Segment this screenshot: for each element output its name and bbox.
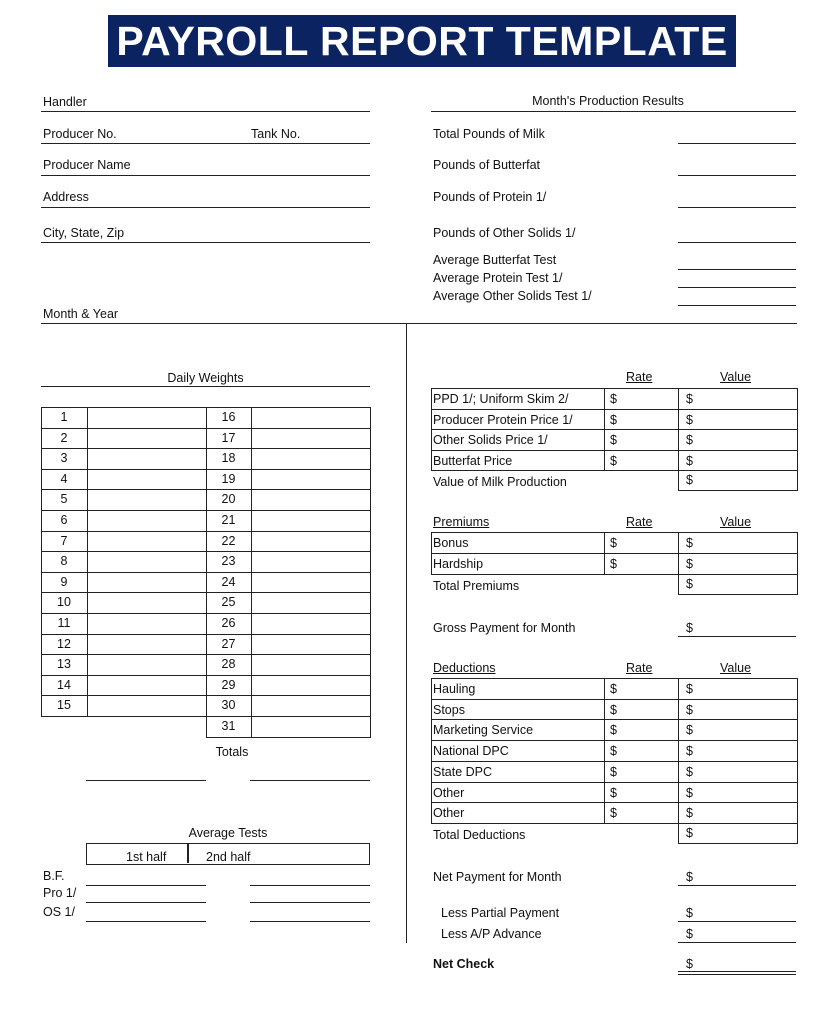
day-number: 29 [221,677,236,692]
totals-label: Totals [215,745,249,759]
day-weight-field[interactable] [253,635,369,654]
day-number: 9 [60,574,68,589]
total-pounds-milk-label: Total Pounds of Milk [433,127,545,141]
day-number: 28 [221,657,236,672]
day-number: 30 [221,698,236,713]
avg-butterfat-label: Average Butterfat Test [433,253,557,267]
value-dollar[interactable]: $ [686,785,693,800]
city-state-zip-label: City, State, Zip [43,226,125,240]
pounds-butterfat-label: Pounds of Butterfat [433,158,541,172]
deductions-row-label: National DPC [433,744,509,759]
day-weight-field[interactable] [253,552,369,571]
day-number: 20 [221,492,236,507]
daily-weights-heading: Daily Weights [167,371,244,385]
dollar-sign: $ [686,473,693,487]
day-number: 3 [60,451,68,466]
dollar-sign: $ [686,577,693,591]
day-number: 4 [60,471,68,486]
less-ap-dollar: $ [686,927,693,941]
pro-first-field[interactable] [86,902,206,903]
day-number: 26 [221,616,236,630]
first-half-label: 1st half [126,850,167,864]
day-weight-field[interactable] [253,449,369,468]
pounds-other-solids-label: Pounds of Other Solids 1/ [433,226,576,240]
deductions-row-label: Other [433,806,465,821]
day-number: 8 [60,554,68,569]
deductions-row-label: Stops [433,702,465,717]
pricing-row-label: Other Solids Price 1/ [433,433,548,448]
rate-dollar[interactable]: $ [610,764,617,779]
value-dollar[interactable]: $ [686,557,693,571]
totals-left-field[interactable] [86,780,206,781]
average-tests-header-divider [187,843,189,863]
day-number: 14 [57,677,71,692]
day-number: 27 [221,636,236,651]
pounds-protein-field[interactable] [678,207,796,208]
day-weight-field[interactable] [89,408,205,427]
pricing-row-rule [431,409,798,410]
premiums-row-label: Hardship [433,557,484,571]
address-field[interactable] [41,207,370,208]
total-deductions-cell[interactable] [678,823,798,844]
net-check-dollar: $ [686,957,693,971]
avg-protein-field[interactable] [678,287,796,288]
day-weight-field[interactable] [253,429,369,448]
rate-dollar[interactable]: $ [610,702,617,717]
pro-label: Pro 1/ [43,886,77,900]
net-payment-dollar: $ [686,870,693,884]
day-weight-field[interactable] [89,552,205,571]
avg-other-solids-field[interactable] [678,305,796,306]
rate-dollar[interactable]: $ [610,412,617,427]
deductions-row-label: State DPC [433,764,493,779]
second-half-label: 2nd half [206,850,251,864]
daily-weights-rule [41,386,370,387]
total-deductions-label: Total Deductions [433,828,526,842]
page-title: PAYROLL REPORT TEMPLATE [108,15,736,67]
net-check-label: Net Check [433,957,495,971]
deductions-row-label: Other [433,785,465,800]
value-of-milk-cell[interactable] [678,470,798,491]
day-number: 12 [57,636,71,651]
value-dollar[interactable]: $ [686,806,693,821]
value-dollar[interactable]: $ [686,702,693,717]
bf-first-field[interactable] [86,885,206,886]
value-dollar[interactable]: $ [686,412,693,427]
day-weight-field[interactable] [89,655,205,674]
day-number: 5 [60,492,68,507]
os-second-field[interactable] [250,921,370,922]
rate-header: Rate [626,370,653,384]
rate-dollar[interactable]: $ [610,433,617,448]
day-weight-field[interactable] [89,470,205,489]
day-weight-field[interactable] [89,635,205,654]
rate-dollar[interactable]: $ [610,682,617,696]
day-number: 15 [57,698,71,713]
day-weight-field[interactable] [253,696,369,715]
deductions-row-rule [431,782,798,783]
day-weight-field[interactable] [89,593,205,612]
producer-no-field[interactable] [41,143,370,144]
day-weight-field[interactable] [253,676,369,695]
day-number: 6 [60,513,68,527]
day-number: 19 [221,471,236,486]
premiums-value-header: Value [720,515,752,529]
city-state-zip-field[interactable] [41,242,370,243]
premiums-heading: Premiums [433,515,490,529]
gross-payment-dollar: $ [686,621,693,635]
deductions-value-header: Value [720,661,752,675]
deductions-row-rule [431,761,798,762]
column-divider [406,323,407,943]
net-payment-field[interactable] [678,885,796,886]
day-weight-field[interactable] [253,614,369,633]
deductions-heading: Deductions [433,661,496,675]
less-partial-label: Less Partial Payment [441,906,560,920]
net-check-double-rule [678,974,796,975]
day-weight-field[interactable] [253,490,369,509]
pounds-protein-label: Pounds of Protein 1/ [433,190,547,204]
avg-butterfat-field[interactable] [678,269,796,270]
deductions-row-rule [431,719,798,720]
production-heading: Month's Production Results [532,94,684,108]
handler-label: Handler [43,95,87,109]
rate-dollar[interactable]: $ [610,785,617,800]
deductions-rate-divider [604,678,605,823]
deductions-row-rule [431,740,798,741]
pricing-row-rule [431,429,798,430]
value-dollar[interactable]: $ [686,764,693,779]
producer-no-label: Producer No. [43,127,117,141]
month-year-label: Month & Year [43,307,119,321]
day-weight-field[interactable] [89,614,205,633]
pounds-other-solids-field[interactable] [678,242,796,243]
less-ap-label: Less A/P Advance [441,927,542,941]
deductions-row-rule [431,802,798,803]
net-payment-label: Net Payment for Month [433,870,562,884]
average-tests-heading: Average Tests [188,826,268,840]
deductions-row-label: Marketing Service [433,723,534,738]
less-partial-dollar: $ [686,906,693,920]
day-number: 23 [221,554,236,569]
os-first-field[interactable] [86,921,206,922]
pricing-row-rule [431,450,798,451]
pounds-butterfat-field[interactable] [678,175,796,176]
address-label: Address [43,190,89,204]
day-weight-field[interactable] [89,449,205,468]
tank-no-label: Tank No. [251,127,301,141]
bf-label: B.F. [43,869,65,883]
os-label: OS 1/ [43,905,75,919]
day-number: 2 [60,430,68,445]
day-weight-field[interactable] [253,408,369,427]
deductions-row-label: Hauling [433,682,476,696]
pricing-row-label: Producer Protein Price 1/ [433,412,573,427]
handler-field[interactable] [41,111,370,112]
premiums-rate-header: Rate [626,515,653,529]
day-number: 17 [221,430,236,445]
day-weight-field[interactable] [89,532,205,551]
day-weight-field[interactable] [253,593,369,612]
day-number: 22 [221,533,236,548]
value-dollar[interactable]: $ [686,723,693,738]
net-check-field[interactable] [678,971,796,972]
rate-dollar[interactable]: $ [610,392,617,406]
day-number: 24 [221,574,236,589]
day-number: 18 [221,451,236,466]
avg-other-solids-label: Average Other Solids Test 1/ [433,289,592,303]
day-number: 7 [60,533,68,548]
value-header: Value [720,370,752,384]
pro-second-field[interactable] [250,902,370,903]
day-number: 13 [57,657,71,672]
rate-dollar[interactable]: $ [610,744,617,759]
day-number: 25 [221,595,236,610]
daily-weights-left-divider [87,407,88,716]
avg-protein-label: Average Protein Test 1/ [433,271,563,285]
rate-dollar[interactable]: $ [610,723,617,738]
day-weight-field[interactable] [253,511,369,530]
day-weight-field[interactable] [89,696,205,715]
less-partial-field[interactable] [678,921,796,922]
value-dollar[interactable]: $ [686,433,693,448]
producer-name-label: Producer Name [43,158,131,172]
day-weight-field[interactable] [253,532,369,551]
day-weight-field[interactable] [253,655,369,674]
gross-payment-label: Gross Payment for Month [433,621,576,635]
premiums-row-label: Bonus [433,536,469,550]
premiums-row-rule [431,553,798,554]
total-premiums-cell[interactable] [678,574,798,595]
value-dollar[interactable]: $ [686,453,693,468]
bf-second-field[interactable] [250,885,370,886]
day-weight-field[interactable] [89,490,205,509]
gross-payment-field[interactable] [678,636,796,637]
day-weight-field[interactable] [253,573,369,592]
pricing-row-label: Butterfat Price [433,453,513,468]
value-dollar[interactable]: $ [686,682,693,696]
producer-name-field[interactable] [41,175,370,176]
day-weight-field[interactable] [253,717,369,736]
dollar-sign: $ [686,826,693,840]
rate-dollar[interactable]: $ [610,806,617,821]
day-number: 1 [60,410,68,424]
rate-dollar[interactable]: $ [610,453,617,468]
total-premiums-label: Total Premiums [433,579,520,593]
production-heading-rule [431,111,796,112]
value-of-milk-label: Value of Milk Production [433,475,567,489]
day-number: 10 [57,595,71,610]
deductions-row-rule [431,699,798,700]
total-pounds-milk-field[interactable] [678,143,796,144]
deductions-rate-header: Rate [626,661,653,675]
day-number: 21 [221,513,236,527]
less-ap-field[interactable] [678,942,796,943]
day-number: 31 [221,719,236,733]
day-weight-field[interactable] [89,429,205,448]
day-number: 11 [57,616,71,630]
day-weight-field[interactable] [89,573,205,592]
deductions-value-divider [678,678,679,823]
value-dollar[interactable]: $ [686,392,693,406]
pricing-row-label: PPD 1/; Uniform Skim 2/ [433,392,569,406]
day-weight-field[interactable] [89,676,205,695]
day-weight-field[interactable] [253,470,369,489]
day-number: 16 [221,410,236,424]
rate-dollar[interactable]: $ [610,557,617,571]
value-dollar[interactable]: $ [686,536,693,550]
rate-dollar[interactable]: $ [610,536,617,550]
totals-right-field[interactable] [250,780,370,781]
value-dollar[interactable]: $ [686,744,693,759]
day-weight-field[interactable] [89,511,205,530]
section-divider [41,323,797,324]
